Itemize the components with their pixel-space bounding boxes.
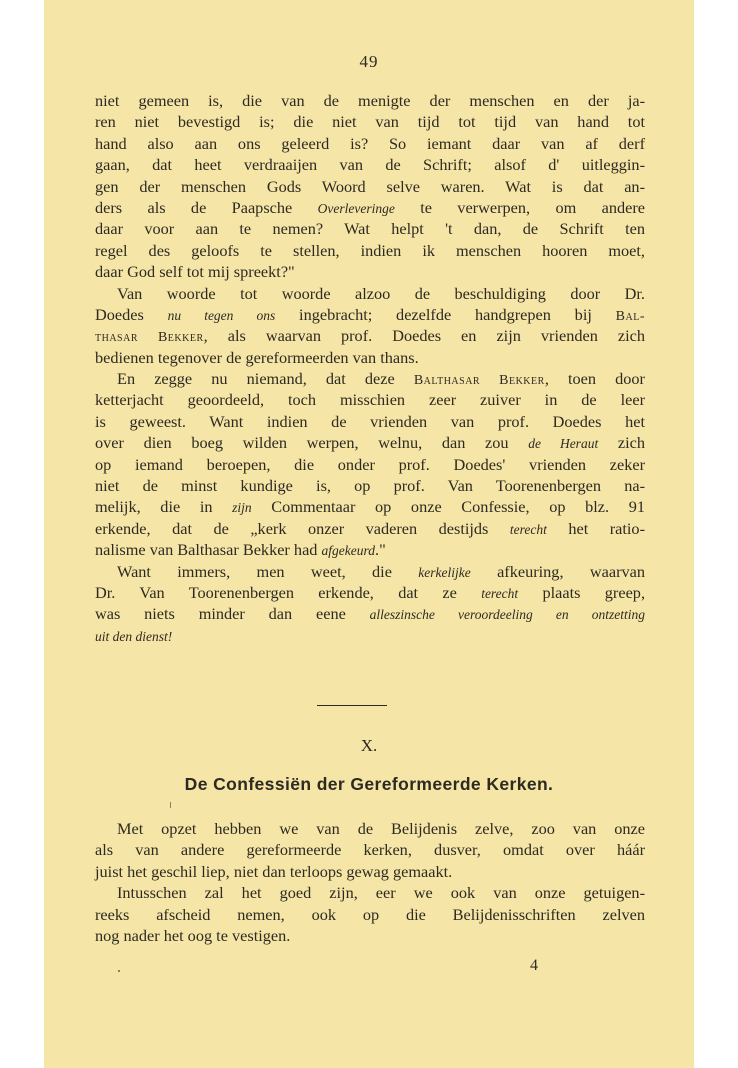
book-page xyxy=(44,0,694,1068)
text-line: Doedes nu tegen ons ingebracht; dezelfde handgrepen bij Bal- xyxy=(95,304,645,324)
text-line: ders als de Paapsche Overleveringe te verwerpen, om andere xyxy=(95,197,645,217)
text-line: Met opzet hebben we van de Belijdenis zelve, zoo van onze xyxy=(117,819,645,838)
text-line: niet de minst kundige is, op prof. Van Toorenenbergen na- xyxy=(95,476,645,496)
text-line: nog nader het oog te vestigen. xyxy=(95,925,291,945)
section-body-text xyxy=(95,90,645,646)
section-number: X. xyxy=(360,736,378,755)
text-line: Van woorde tot woorde alzoo de beschuldiging door Dr. xyxy=(117,283,645,303)
text-line: hand also aan ons geleerd is? So iemant daar van af derf xyxy=(95,133,645,153)
text-line: is geweest. Want indien de vrienden van prof. Doedes het xyxy=(95,411,645,431)
print-mark xyxy=(170,802,171,808)
text-line: reeks afscheid nemen, ook op die Belijdenisschriften zelven xyxy=(95,904,645,924)
text-line: daar voor aan te nemen? Wat helpt 't dan, de Schrift ten xyxy=(95,219,645,239)
section-divider xyxy=(317,705,387,706)
text-line: over dien boeg wilden werpen, welnu, dan zou de Heraut zich xyxy=(95,433,645,453)
text-line: regel des geloofs te stellen, indien ik menschen hooren moet, xyxy=(95,240,645,260)
text-line: uit den dienst! xyxy=(95,628,173,644)
print-speck xyxy=(118,970,120,972)
text-line: Dr. Van Toorenenbergen erkende, dat ze terecht plaats greep, xyxy=(95,582,646,602)
text-line: Want immers, men weet, die kerkelijke afkeuring, waarvan xyxy=(117,561,645,581)
text-line: daar God self tot mij spreekt?" xyxy=(95,262,295,282)
text-line: als van andere gereformeerde kerken, dusver, omdat over háár xyxy=(95,840,645,860)
text-line: gaan, dat heet verdraaijen van de Schrift; alsof d' uitleggin- xyxy=(95,155,645,175)
text-line: bedienen tegenover de gereformeerden van thans. xyxy=(95,347,419,367)
text-line: was niets minder dan eene alleszinsche veroordeeling en ontzetting xyxy=(95,604,645,624)
section-title: De Confessiën der Gereformeerde Kerken. xyxy=(184,774,554,794)
section-x-text xyxy=(95,818,645,946)
text-line: niet gemeen is, die van de menigte der menschen en der ja- xyxy=(95,91,645,110)
page-number: 49 xyxy=(359,52,379,71)
signature-mark: 4 xyxy=(530,957,538,974)
text-line: nalisme van Balthasar Bekker had afgekeurd." xyxy=(95,540,386,560)
text-line: op iemand beroepen, die onder prof. Doedes' vrienden zeker xyxy=(95,454,645,474)
text-line: ren niet bevestigd is; die niet van tijd tot tijd van hand tot xyxy=(95,112,645,132)
text-line: gen der menschen Gods Woord selve waren. Wat is dat an- xyxy=(95,176,645,196)
text-line: thasar Bekker, als waarvan prof. Doedes en zijn vrienden zich xyxy=(95,326,645,346)
text-line: erkende, dat de „kerk onzer vaderen destijds terecht het ratio- xyxy=(95,518,645,538)
text-line: Intusschen zal het goed zijn, eer we ook van onze getuigen- xyxy=(117,883,645,903)
text-line: ketterjacht geoordeeld, toch misschien zeer zuiver in de leer xyxy=(95,390,645,410)
text-line: juist het geschil liep, niet dan terloops gewag gemaakt. xyxy=(95,861,453,881)
text-line: En zegge nu niemand, dat deze Balthasar Bekker, toen door xyxy=(117,369,645,389)
text-line: melijk, die in zijn Commentaar op onze Confessie, op blz. 91 xyxy=(95,497,646,517)
